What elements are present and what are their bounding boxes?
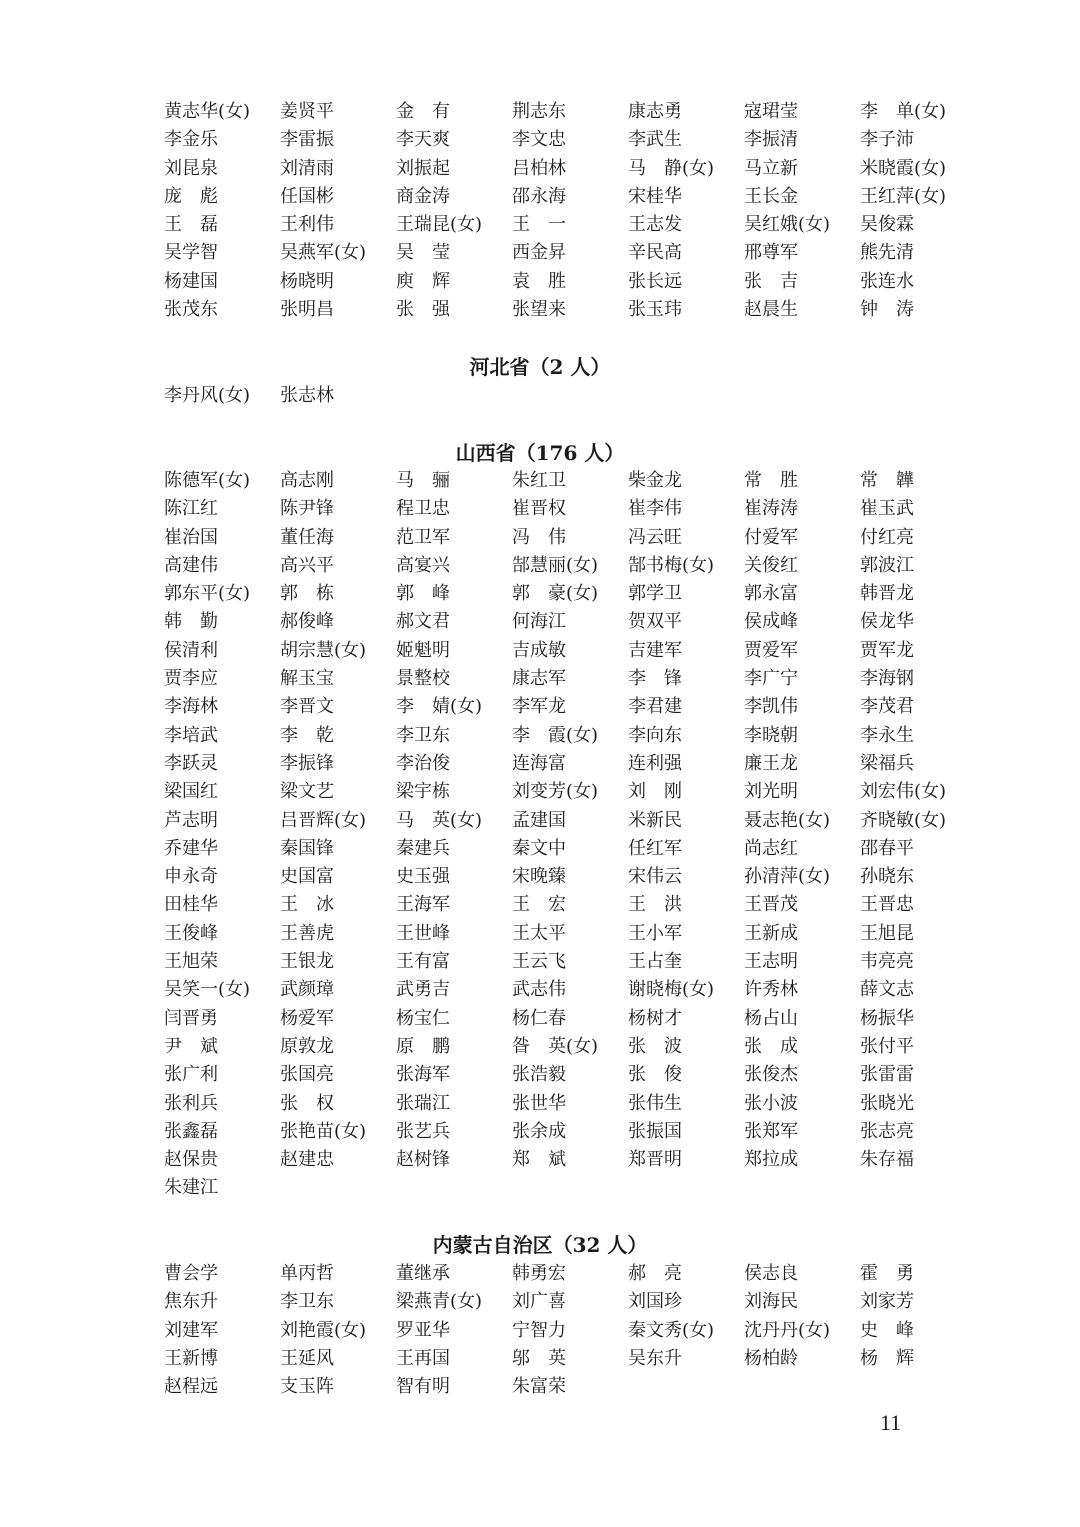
name-entry: 梁国红 [164, 781, 218, 803]
name-entry: 王海军 [396, 894, 450, 916]
name-entry: 武勇吉 [396, 979, 450, 1001]
name-entry: 金 有 [396, 101, 450, 122]
name-entry: 赵树锋 [396, 1149, 450, 1171]
name-entry: 寇珺莹 [744, 101, 798, 122]
name-entry: 马 英(女) [396, 809, 483, 831]
name-entry: 秦建兵 [396, 837, 450, 859]
name-entry: 韦亮亮 [860, 951, 914, 973]
name-entry: 赵晨生 [744, 299, 798, 321]
name-entry: 杨占山 [744, 1007, 798, 1029]
name-entry: 李向东 [628, 724, 682, 746]
name-entry: 谢晓梅(女) [628, 979, 715, 1001]
name-entry: 李广宁 [744, 668, 798, 690]
name-entry: 杨建国 [164, 270, 218, 292]
section-heading-neimenggu: 内蒙古自治区（32 人） [432, 1233, 648, 1257]
name-entry: 王 宏 [512, 894, 566, 916]
name-entry: 邢尊军 [744, 242, 798, 264]
name-entry: 刘清雨 [280, 157, 334, 179]
name-entry: 张连水 [860, 270, 914, 292]
name-entry: 王志明 [744, 951, 798, 973]
name-entry: 李治俊 [396, 752, 450, 774]
name-entry: 王晋茂 [744, 894, 798, 916]
name-entry: 王新成 [744, 922, 798, 944]
name-entry: 霍 勇 [860, 1263, 914, 1284]
name-entry: 张瑞江 [396, 1092, 450, 1114]
name-entry: 李晓朝 [744, 724, 798, 746]
name-entry: 吴 莹 [396, 242, 450, 264]
name-entry: 袁 胜 [512, 270, 566, 292]
name-entry: 王世峰 [396, 922, 450, 944]
name-entry: 付红亮 [860, 526, 914, 548]
name-entry: 杨树才 [628, 1007, 682, 1029]
name-entry: 郑拉成 [744, 1149, 798, 1171]
name-entry: 李 婧(女) [396, 696, 483, 718]
name-entry: 侯志良 [744, 1263, 798, 1284]
name-entry: 聂志艳(女) [744, 809, 831, 831]
name-entry: 贺双平 [628, 611, 682, 633]
name-entry: 郭 栋 [280, 583, 334, 605]
name-entry: 杨爱军 [280, 1007, 334, 1029]
name-grid-neimenggu [164, 1260, 974, 1401]
name-entry: 李茂君 [860, 696, 914, 718]
name-entry: 梁燕青(女) [396, 1291, 483, 1313]
name-entry: 申永奇 [164, 866, 218, 888]
name-entry: 康志军 [512, 668, 566, 690]
name-entry: 李文忠 [512, 129, 566, 151]
name-entry: 董任海 [280, 526, 334, 548]
name-entry: 许秀林 [744, 979, 798, 1001]
name-entry: 吴东升 [628, 1347, 682, 1369]
name-entry: 李海钢 [860, 668, 914, 690]
name-entry: 郝俊峰 [280, 611, 334, 633]
name-entry: 朱红卫 [512, 470, 566, 491]
name-entry: 韩晋龙 [860, 583, 914, 605]
name-entry: 张 强 [396, 299, 450, 321]
name-entry: 张 俊 [628, 1064, 682, 1086]
name-entry: 贾李应 [164, 668, 218, 690]
name-entry: 梁文艺 [280, 781, 334, 803]
name-entry: 李君建 [628, 696, 682, 718]
name-entry: 张 成 [744, 1035, 798, 1057]
name-entry: 王银龙 [280, 951, 334, 973]
name-entry: 解玉宝 [280, 668, 334, 690]
name-entry: 郭 豪(女) [512, 583, 599, 605]
name-entry: 常 胜 [744, 470, 798, 491]
name-entry: 李培武 [164, 724, 218, 746]
name-grid-shanxi [164, 467, 974, 1203]
name-entry: 韩 勤 [164, 611, 218, 633]
name-entry: 罗亚华 [396, 1319, 450, 1341]
name-entry: 原 鹏 [396, 1035, 450, 1057]
name-entry: 常 韡 [860, 470, 914, 491]
name-entry: 陈德军(女) [164, 470, 251, 491]
name-entry: 杨 辉 [860, 1347, 914, 1369]
name-entry: 张余成 [512, 1120, 566, 1142]
name-entry: 李天爽 [396, 129, 450, 151]
name-entry: 王延风 [280, 1347, 334, 1369]
name-entry: 史国富 [280, 866, 334, 888]
name-entry: 武志伟 [512, 979, 566, 1001]
name-entry: 贾爱军 [744, 639, 798, 661]
name-entry: 马立新 [744, 157, 798, 179]
name-entry: 高建伟 [164, 554, 218, 576]
name-entry: 张世华 [512, 1092, 566, 1114]
page-number: 11 [880, 1410, 902, 1435]
name-entry: 马 静(女) [628, 157, 715, 179]
name-entry: 米晓霞(女) [860, 157, 947, 179]
name-entry: 杨晓明 [280, 270, 334, 292]
name-entry: 王红萍(女) [860, 185, 947, 207]
name-entry: 武颜璋 [280, 979, 334, 1001]
name-entry: 梁宇栋 [396, 781, 450, 803]
name-entry: 乔建华 [164, 837, 218, 859]
name-entry: 张付平 [860, 1035, 914, 1057]
name-entry: 付爱军 [744, 526, 798, 548]
name-entry: 任红军 [628, 837, 682, 859]
name-entry: 田桂华 [164, 894, 218, 916]
name-entry: 庾 辉 [396, 270, 450, 292]
name-entry: 宁智力 [512, 1319, 566, 1341]
name-entry: 王长金 [744, 185, 798, 207]
name-entry: 李振清 [744, 129, 798, 151]
name-entry: 张利兵 [164, 1092, 218, 1114]
name-entry: 柴金龙 [628, 470, 682, 491]
name-entry: 张俊杰 [744, 1064, 798, 1086]
name-entry: 闫晋勇 [164, 1007, 218, 1029]
name-entry: 李丹风(女) [164, 385, 251, 406]
name-entry: 吕晋辉(女) [280, 809, 367, 831]
name-entry: 李子沛 [860, 129, 914, 151]
name-entry: 朱建江 [164, 1177, 218, 1199]
name-entry: 崔玉武 [860, 498, 914, 520]
name-entry: 米新民 [628, 809, 682, 831]
name-entry: 张玉玮 [628, 299, 682, 321]
name-entry: 杨振华 [860, 1007, 914, 1029]
name-entry: 张鑫磊 [164, 1120, 218, 1142]
name-entry: 张小波 [744, 1092, 798, 1114]
name-entry: 昝 英(女) [512, 1035, 599, 1057]
name-entry: 孙清萍(女) [744, 866, 831, 888]
name-entry: 李雷振 [280, 129, 334, 151]
name-entry: 梁福兵 [860, 752, 914, 774]
name-entry: 崔晋权 [512, 498, 566, 520]
name-entry: 连海富 [512, 752, 566, 774]
name-entry: 吉建军 [628, 639, 682, 661]
name-entry: 尹 斌 [164, 1035, 218, 1057]
name-entry: 熊先清 [860, 242, 914, 264]
name-entry: 何海江 [512, 611, 566, 633]
name-entry: 张明昌 [280, 299, 334, 321]
name-entry: 韩勇宏 [512, 1263, 566, 1284]
name-entry: 邵永海 [512, 185, 566, 207]
name-entry: 程卫忠 [396, 498, 450, 520]
name-entry: 李晋文 [280, 696, 334, 718]
name-entry: 郑 斌 [512, 1149, 566, 1171]
name-entry: 董继承 [396, 1263, 450, 1284]
name-entry: 宋伟云 [628, 866, 682, 888]
name-entry: 侯龙华 [860, 611, 914, 633]
name-entry: 王 一 [512, 214, 566, 236]
name-entry: 刘宏伟(女) [860, 781, 947, 803]
name-entry: 刘广喜 [512, 1291, 566, 1313]
name-entry: 崔李伟 [628, 498, 682, 520]
name-entry: 沈丹丹(女) [744, 1319, 831, 1341]
name-entry: 李跃灵 [164, 752, 218, 774]
name-entry: 尚志红 [744, 837, 798, 859]
name-entry: 张志林 [280, 385, 334, 406]
name-entry: 胡宗慧(女) [280, 639, 367, 661]
name-entry: 张振国 [628, 1120, 682, 1142]
name-entry: 郭 峰 [396, 583, 450, 605]
name-entry: 范卫军 [396, 526, 450, 548]
name-entry: 刘振起 [396, 157, 450, 179]
name-entry: 王再国 [396, 1347, 450, 1369]
name-entry: 马 骊 [396, 470, 450, 491]
name-entry: 赵程远 [164, 1376, 218, 1398]
name-entry: 张望来 [512, 299, 566, 321]
name-entry: 景整校 [396, 668, 450, 690]
name-entry: 崔涛涛 [744, 498, 798, 520]
name-entry: 黄志华(女) [164, 101, 251, 122]
name-entry: 崔治国 [164, 526, 218, 548]
name-entry: 荆志东 [512, 101, 566, 122]
name-entry: 王 洪 [628, 894, 682, 916]
name-entry: 高兴平 [280, 554, 334, 576]
name-entry: 秦文中 [512, 837, 566, 859]
name-entry: 刘艳霞(女) [280, 1319, 367, 1341]
name-entry: 张艺兵 [396, 1120, 450, 1142]
name-entry: 王云飞 [512, 951, 566, 973]
name-entry: 侯成峰 [744, 611, 798, 633]
name-entry: 李 乾 [280, 724, 334, 746]
name-entry: 刘国珍 [628, 1291, 682, 1313]
name-entry: 宋桂华 [628, 185, 682, 207]
name-grid-continued [164, 98, 974, 324]
name-entry: 张广利 [164, 1064, 218, 1086]
name-entry: 刘海民 [744, 1291, 798, 1313]
name-entry: 王瑞昆(女) [396, 214, 483, 236]
name-entry: 李金乐 [164, 129, 218, 151]
name-grid-hebei [164, 382, 974, 410]
name-entry: 吴俊霖 [860, 214, 914, 236]
name-entry: 张 波 [628, 1035, 682, 1057]
name-entry: 高志刚 [280, 470, 334, 491]
name-entry: 朱富荣 [512, 1376, 566, 1398]
name-entry: 王晋忠 [860, 894, 914, 916]
name-entry: 吴红娥(女) [744, 214, 831, 236]
name-entry: 王占奎 [628, 951, 682, 973]
name-entry: 廉王龙 [744, 752, 798, 774]
name-entry: 吕柏林 [512, 157, 566, 179]
name-entry: 刘昆泉 [164, 157, 218, 179]
name-entry: 王 冰 [280, 894, 334, 916]
name-entry: 李卫东 [396, 724, 450, 746]
name-entry: 郭东平(女) [164, 583, 251, 605]
name-entry: 陈尹锋 [280, 498, 334, 520]
name-entry: 赵保贵 [164, 1149, 218, 1171]
name-entry: 王善虎 [280, 922, 334, 944]
name-entry: 邵春平 [860, 837, 914, 859]
section-heading-shanxi: 山西省（176 人） [455, 441, 625, 465]
name-entry: 刘家芳 [860, 1291, 914, 1313]
name-entry: 贾军龙 [860, 639, 914, 661]
name-entry: 王 磊 [164, 214, 218, 236]
name-entry: 张浩毅 [512, 1064, 566, 1086]
name-entry: 侯清利 [164, 639, 218, 661]
name-entry: 孟建国 [512, 809, 566, 831]
name-entry: 张郑军 [744, 1120, 798, 1142]
name-entry: 连利强 [628, 752, 682, 774]
name-entry: 李武生 [628, 129, 682, 151]
name-entry: 吴燕军(女) [280, 242, 367, 264]
name-entry: 关俊红 [744, 554, 798, 576]
name-entry: 王俊峰 [164, 922, 218, 944]
name-entry: 张志亮 [860, 1120, 914, 1142]
name-entry: 刘变芳(女) [512, 781, 599, 803]
name-entry: 张海军 [396, 1064, 450, 1086]
name-entry: 张晓光 [860, 1092, 914, 1114]
name-entry: 秦国锋 [280, 837, 334, 859]
name-entry: 庞 彪 [164, 185, 218, 207]
name-entry: 王小军 [628, 922, 682, 944]
name-entry: 杨仁春 [512, 1007, 566, 1029]
name-entry: 赵建忠 [280, 1149, 334, 1171]
name-entry: 芦志明 [164, 809, 218, 831]
name-entry: 王利伟 [280, 214, 334, 236]
name-entry: 冯 伟 [512, 526, 566, 548]
name-entry: 史 峰 [860, 1319, 914, 1341]
name-entry: 李永生 [860, 724, 914, 746]
name-entry: 李 单(女) [860, 101, 947, 122]
name-entry: 李卫东 [280, 1291, 334, 1313]
name-entry: 李军龙 [512, 696, 566, 718]
name-entry: 李 锋 [628, 668, 682, 690]
name-entry: 单丙哲 [280, 1263, 334, 1284]
name-entry: 秦文秀(女) [628, 1319, 715, 1341]
name-entry: 郜慧丽(女) [512, 554, 599, 576]
name-entry: 焦东升 [164, 1291, 218, 1313]
name-entry: 姬魁明 [396, 639, 450, 661]
name-entry: 姜贤平 [280, 101, 334, 122]
name-entry: 钟 涛 [860, 299, 914, 321]
name-entry: 孙晓东 [860, 866, 914, 888]
name-entry: 张伟生 [628, 1092, 682, 1114]
name-entry: 郭波江 [860, 554, 914, 576]
name-entry: 郜书梅(女) [628, 554, 715, 576]
name-entry: 康志勇 [628, 101, 682, 122]
name-entry: 杨宝仁 [396, 1007, 450, 1029]
name-entry: 杨柏龄 [744, 1347, 798, 1369]
name-entry: 郭学卫 [628, 583, 682, 605]
name-entry: 李 霞(女) [512, 724, 599, 746]
name-entry: 张茂东 [164, 299, 218, 321]
name-entry: 吉成敏 [512, 639, 566, 661]
name-entry: 曹会学 [164, 1263, 218, 1284]
name-entry: 张艳苗(女) [280, 1120, 367, 1142]
name-entry: 刘光明 [744, 781, 798, 803]
name-entry: 郝文君 [396, 611, 450, 633]
name-entry: 齐晓敏(女) [860, 809, 947, 831]
name-entry: 张雷雷 [860, 1064, 914, 1086]
name-entry: 邬 英 [512, 1347, 566, 1369]
name-entry: 吴笑一(女) [164, 979, 251, 1001]
name-entry: 刘 刚 [628, 781, 682, 803]
name-entry: 张 吉 [744, 270, 798, 292]
name-entry: 王有富 [396, 951, 450, 973]
name-entry: 原敦龙 [280, 1035, 334, 1057]
name-entry: 辛民高 [628, 242, 682, 264]
name-entry: 宋晚臻 [512, 866, 566, 888]
name-entry: 冯云旺 [628, 526, 682, 548]
name-entry: 郑晋明 [628, 1149, 682, 1171]
name-entry: 李海林 [164, 696, 218, 718]
name-entry: 张国亮 [280, 1064, 334, 1086]
name-entry: 薛文志 [860, 979, 914, 1001]
name-entry: 李凯伟 [744, 696, 798, 718]
name-entry: 张 权 [280, 1092, 334, 1114]
name-entry: 商金涛 [396, 185, 450, 207]
name-entry: 郭永富 [744, 583, 798, 605]
name-entry: 王旭昆 [860, 922, 914, 944]
name-entry: 任国彬 [280, 185, 334, 207]
name-entry: 刘建军 [164, 1319, 218, 1341]
name-entry: 西金昇 [512, 242, 566, 264]
name-entry: 郝 亮 [628, 1263, 682, 1284]
name-entry: 王旭荣 [164, 951, 218, 973]
name-entry: 李振锋 [280, 752, 334, 774]
name-entry: 陈江红 [164, 498, 218, 520]
name-entry: 支玉阵 [280, 1376, 334, 1398]
name-entry: 吴学智 [164, 242, 218, 264]
name-entry: 高宴兴 [396, 554, 450, 576]
section-heading-hebei: 河北省（2 人） [469, 355, 611, 379]
name-entry: 王太平 [512, 922, 566, 944]
name-entry: 智有明 [396, 1376, 450, 1398]
name-entry: 史玉强 [396, 866, 450, 888]
name-entry: 王新博 [164, 1347, 218, 1369]
name-entry: 王志发 [628, 214, 682, 236]
name-entry: 张长远 [628, 270, 682, 292]
name-entry: 朱存福 [860, 1149, 914, 1171]
